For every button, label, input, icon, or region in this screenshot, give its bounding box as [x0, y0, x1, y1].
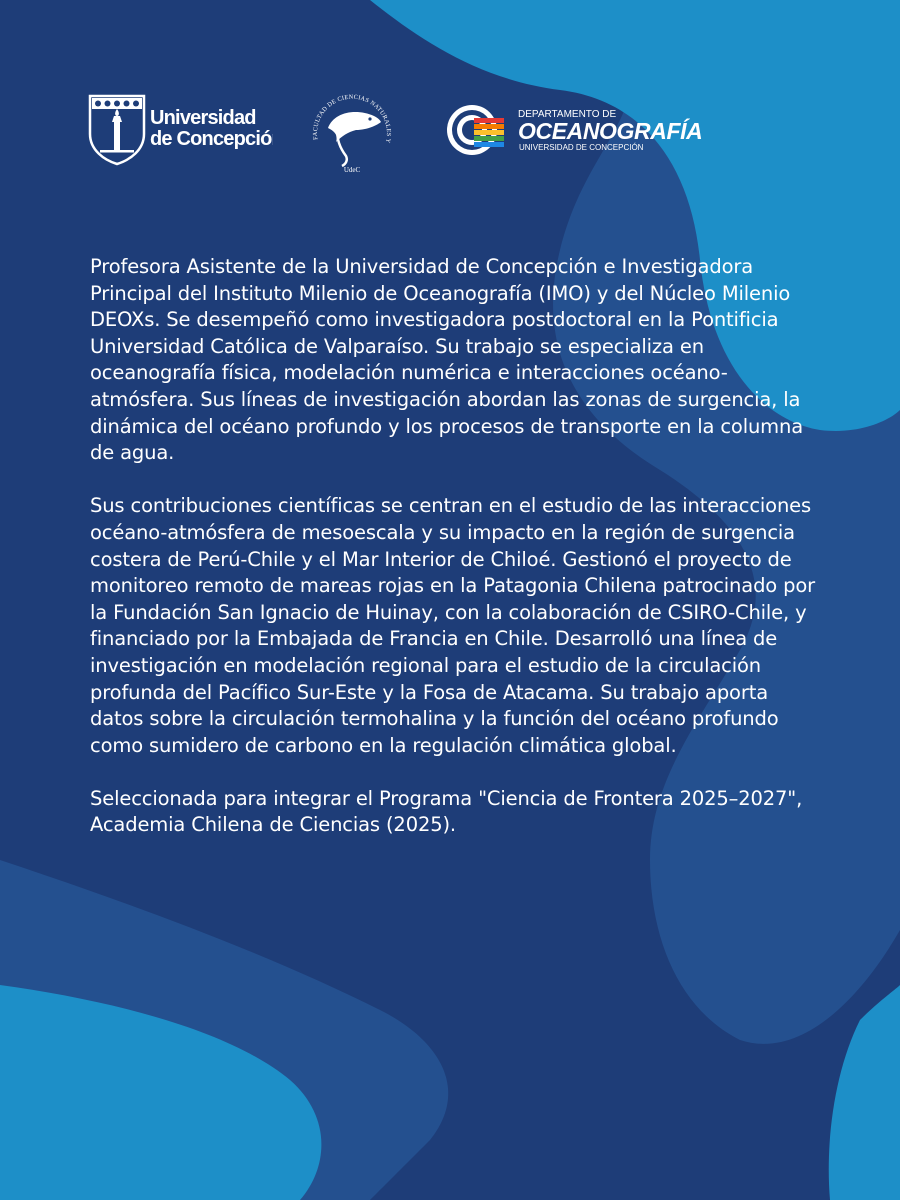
svg-text:UNIVERSIDAD DE CONCEPCIÓN: UNIVERSIDAD DE CONCEPCIÓN: [519, 143, 644, 152]
svg-text:OCEANOGRAFÍA: OCEANOGRAFÍA: [518, 118, 703, 144]
biography-text: [90, 254, 820, 839]
udec-shield-icon: [90, 96, 144, 164]
udec-logo: [88, 94, 273, 166]
bio-paragraph-2: Sus contribuciones científicas se centran en el estudio de las interacciones océano-atmósfera de mesoescala y su impacto en la región de surgencia costera de Perú-Chile y el Mar Interior de Chiloé. Gestionó el proyecto de monitoreo remoto de mareas rojas en la Patagonia Chilena patrocinado por la Fundación San Ignacio de Huinay, con la colaboración de CSIRO-Chile, y financiado por la Embajada de Francia en Chile. Desarrolló una línea de investigación en modelación regional para el estudio de la circulación profunda del Pacífico Sur-Este y la Fosa de Atacama. Su trabajo aporta datos sobre la circulación termohalina y la función del océano profundo como sumidero de carbono en la regulación climática global.: [90, 494, 816, 757]
svg-text:Universidad: Universidad: [150, 107, 256, 129]
fish-icon: [328, 112, 381, 166]
svg-text:FACULTAD DE CIENCIAS NATURALES: FACULTAD DE CIENCIAS NATURALES Y: [311, 93, 393, 144]
oceanografia-department-logo: [444, 100, 704, 160]
svg-text:UdeC: UdeC: [343, 166, 361, 174]
faculty-seal-logo: [306, 86, 398, 178]
svg-text:DEPARTAMENTO DE: DEPARTAMENTO DE: [518, 109, 617, 120]
svg-text:de Concepción: de Concepción: [150, 128, 273, 150]
oceanografia-emblem-icon: [447, 105, 504, 155]
bio-paragraph-3: Seleccionada para integrar el Programa "Ciencia de Frontera 2025–2027", Academia Chilena de Ciencias (2025).: [90, 786, 803, 837]
bio-paragraph-1: Profesora Asistente de la Universidad de Concepción e Investigadora Principal del Instituto Milenio de Oceanografía (IMO) y del Núcleo Milenio DEOXs. Se desempeñó como investigadora postdoctoral en la Pontificia Universidad Católica de Valparaíso. Su trabajo se especializa en oceanografía física, modelación numérica e interacciones océano-atmósfera. Sus líneas de investigación abordan las zonas de surgencia, la dinámica del océano profundo y los procesos de transporte en la columna de agua.: [90, 255, 804, 465]
